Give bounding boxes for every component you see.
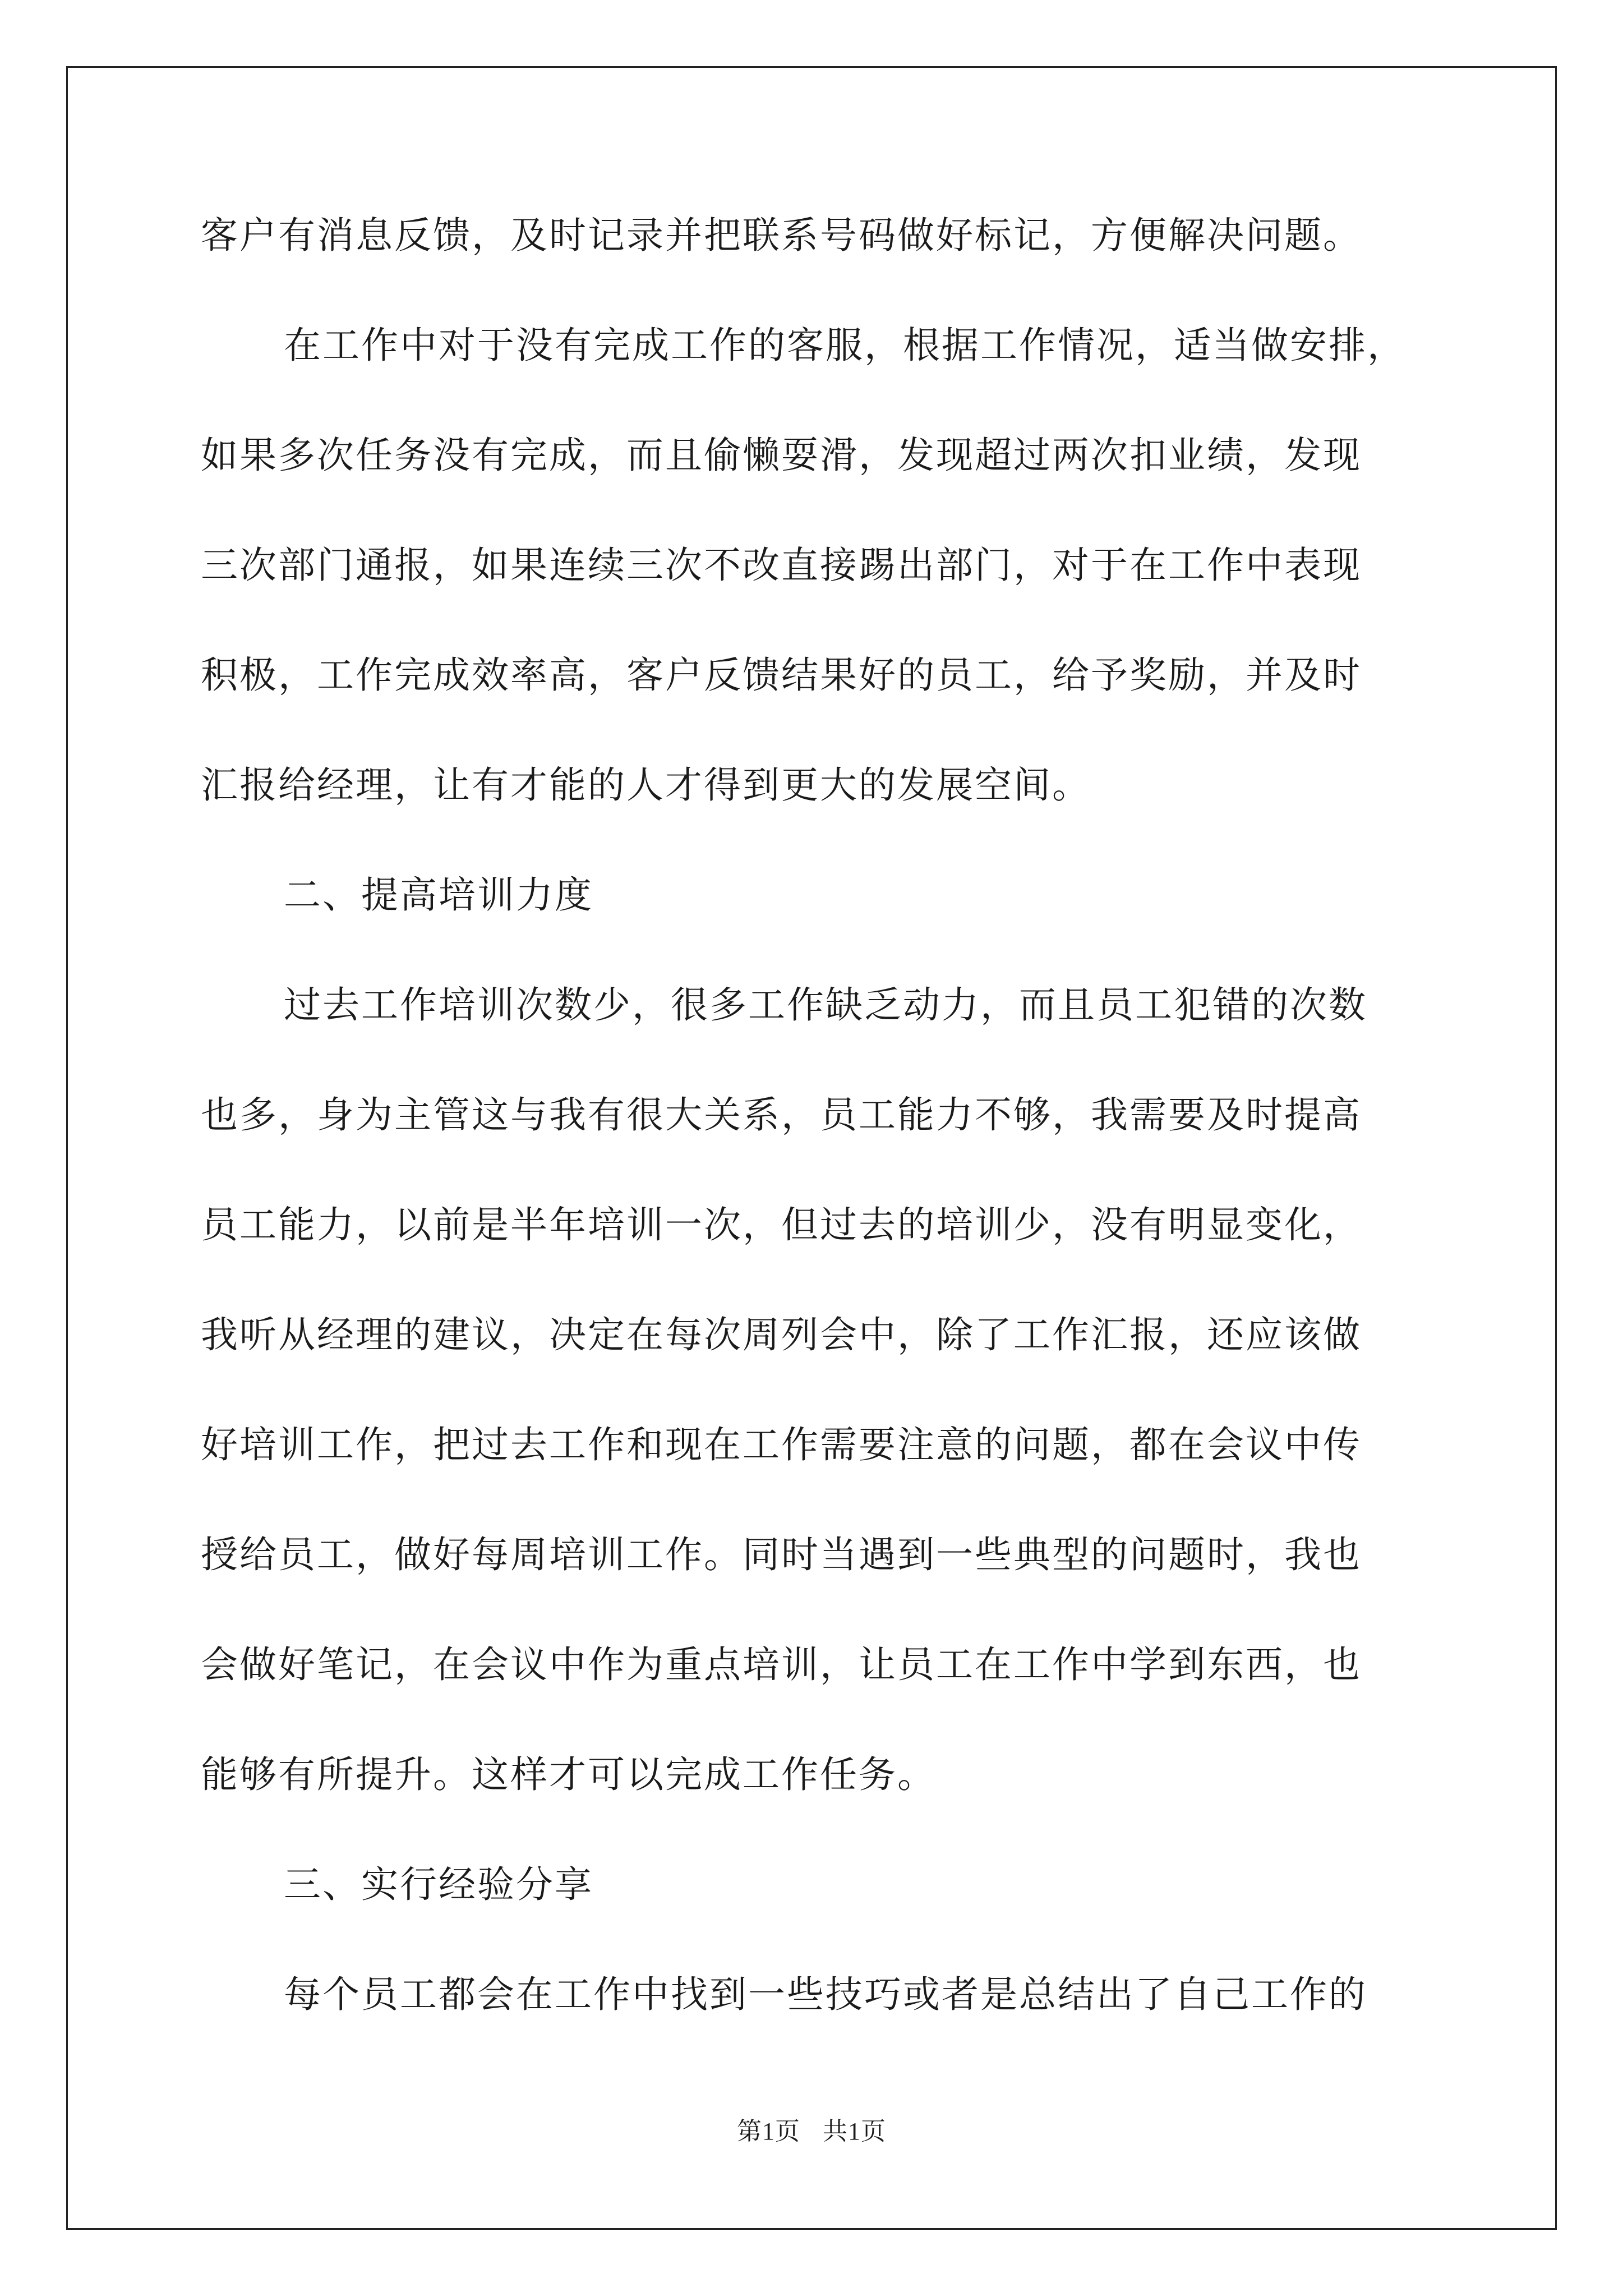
text-line: 二、提高培训力度 bbox=[284, 873, 593, 917]
paragraph bbox=[201, 208, 1457, 264]
text-line: 能够有所提升。这样才可以完成工作任务。 bbox=[201, 1753, 936, 1796]
page-footer bbox=[0, 2115, 1623, 2148]
paragraph bbox=[201, 1967, 1457, 2023]
text-line: 三次部门通报，如果连续三次不改直接踢出部门，对于在工作中表现 bbox=[201, 544, 1362, 587]
text-line: 授给员工，做好每周培训工作。同时当遇到一些典型的问题时，我也 bbox=[201, 1533, 1362, 1576]
text-line: 会做好笔记，在会议中作为重点培训，让员工在工作中学到东西，也 bbox=[201, 1643, 1362, 1686]
text-line: 在工作中对于没有完成工作的客服，根据工作情况，适当做安排， bbox=[284, 324, 1406, 367]
page-number: 第1页 bbox=[737, 2118, 800, 2145]
text-line: 我听从经理的建议，决定在每次周列会中，除了工作汇报，还应该做 bbox=[201, 1313, 1362, 1356]
paragraph bbox=[201, 318, 1457, 813]
text-line: 好培训工作，把过去工作和现在工作需要注意的问题，都在会议中传 bbox=[201, 1423, 1362, 1466]
text-line: 过去工作培训次数少，很多工作缺乏动力，而且员工犯错的次数 bbox=[284, 983, 1367, 1027]
page-total: 共1页 bbox=[823, 2118, 886, 2145]
text-line: 客户有消息反馈，及时记录并把联系号码做好标记，方便解决问题。 bbox=[201, 214, 1362, 257]
text-line: 员工能力，以前是半年培训一次，但过去的培训少，没有明显变化， bbox=[201, 1203, 1362, 1246]
text-line: 三、实行经验分享 bbox=[284, 1863, 593, 1906]
document-body bbox=[201, 208, 1457, 2023]
text-line: 积极，工作完成效率高，客户反馈结果好的员工，给予奖励，并及时 bbox=[201, 654, 1362, 697]
paragraph bbox=[201, 977, 1457, 1803]
paragraph bbox=[201, 867, 1457, 923]
text-line: 如果多次任务没有完成，而且偷懒耍滑，发现超过两次扣业绩，发现 bbox=[201, 434, 1362, 477]
text-line: 每个员工都会在工作中找到一些技巧或者是总结出了自己工作的 bbox=[284, 1973, 1367, 2016]
paragraph bbox=[201, 1857, 1457, 1913]
text-line: 也多，身为主管这与我有很大关系，员工能力不够，我需要及时提高 bbox=[201, 1093, 1362, 1137]
text-line: 汇报给经理，让有才能的人才得到更大的发展空间。 bbox=[201, 763, 1091, 807]
